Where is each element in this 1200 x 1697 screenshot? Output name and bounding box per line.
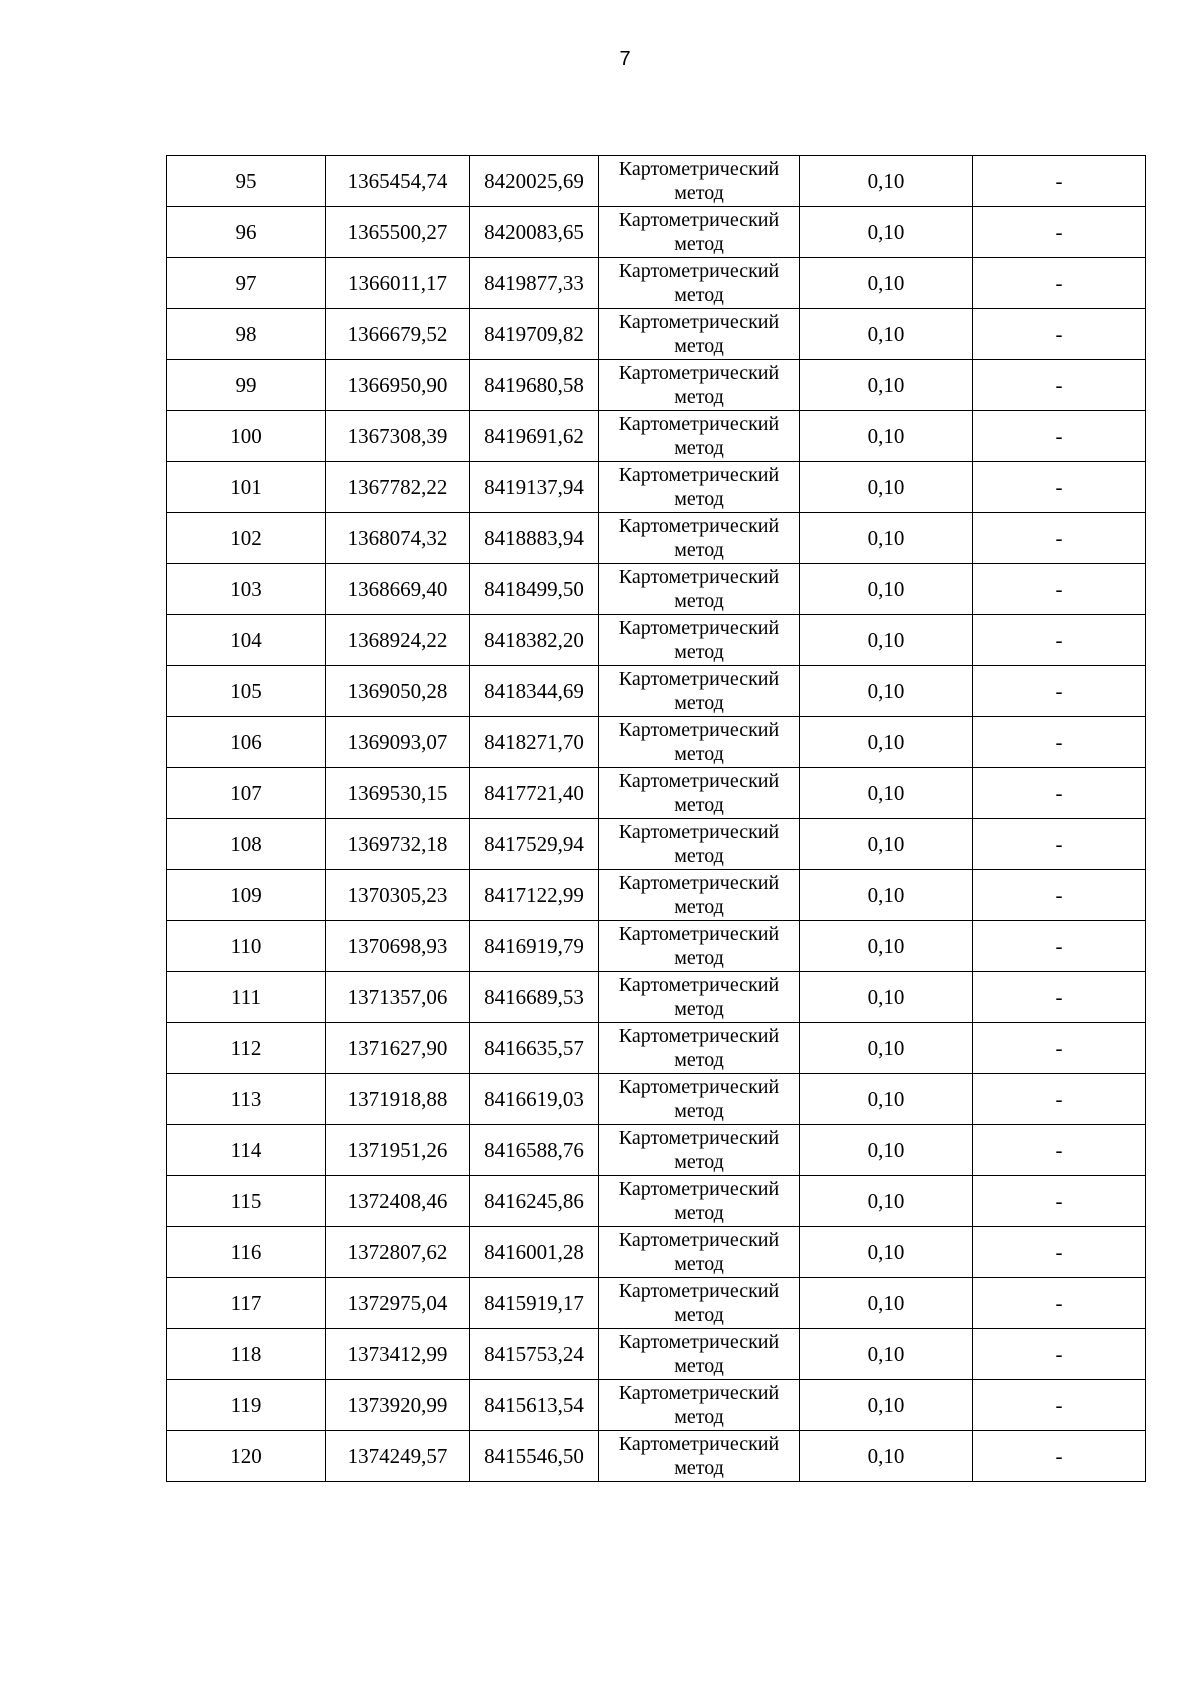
error-cell: 0,10	[800, 462, 973, 513]
y-coordinate-cell: 8417529,94	[470, 819, 599, 870]
x-coordinate-cell: 1374249,57	[326, 1431, 470, 1482]
note-cell: -	[973, 411, 1146, 462]
table-row	[167, 921, 1146, 972]
x-coordinate-cell: 1367308,39	[326, 411, 470, 462]
method-cell	[599, 1278, 800, 1329]
method-cell	[599, 309, 800, 360]
x-coordinate-cell: 1370698,93	[326, 921, 470, 972]
method-cell	[599, 1227, 800, 1278]
y-coordinate-cell: 8418883,94	[470, 513, 599, 564]
note-cell: -	[973, 1380, 1146, 1431]
x-coordinate-cell: 1366679,52	[326, 309, 470, 360]
method-label-line1: Картометрический	[618, 821, 780, 843]
method-label-line1: Картометрический	[618, 719, 780, 741]
method-label-line2: метод	[674, 590, 724, 612]
method-label-line1: Картометрический	[618, 617, 780, 639]
note-cell: -	[973, 870, 1146, 921]
point-number-cell: 97	[167, 258, 326, 309]
table-row	[167, 1176, 1146, 1227]
y-coordinate-cell: 8416001,28	[470, 1227, 599, 1278]
method-label-line1: Картометрический	[618, 260, 780, 282]
y-coordinate-cell: 8416245,86	[470, 1176, 599, 1227]
method-label-line1: Картометрический	[618, 1025, 780, 1047]
note-cell: -	[973, 921, 1146, 972]
error-cell: 0,10	[800, 615, 973, 666]
point-number-cell: 103	[167, 564, 326, 615]
note-cell: -	[973, 666, 1146, 717]
error-cell: 0,10	[800, 513, 973, 564]
method-cell	[599, 717, 800, 768]
error-cell: 0,10	[800, 411, 973, 462]
method-label-line1: Картометрический	[618, 770, 780, 792]
note-cell: -	[973, 360, 1146, 411]
method-cell	[599, 819, 800, 870]
note-cell: -	[973, 1074, 1146, 1125]
method-label-line2: метод	[674, 539, 724, 561]
note-cell: -	[973, 717, 1146, 768]
note-cell: -	[973, 1023, 1146, 1074]
error-cell: 0,10	[800, 258, 973, 309]
point-number-cell: 119	[167, 1380, 326, 1431]
x-coordinate-cell: 1365500,27	[326, 207, 470, 258]
x-coordinate-cell: 1373920,99	[326, 1380, 470, 1431]
error-cell: 0,10	[800, 972, 973, 1023]
note-cell: -	[973, 1227, 1146, 1278]
method-label-line1: Картометрический	[618, 974, 780, 996]
table-row	[167, 1329, 1146, 1380]
table-row	[167, 1227, 1146, 1278]
x-coordinate-cell: 1372975,04	[326, 1278, 470, 1329]
method-cell	[599, 972, 800, 1023]
method-cell	[599, 1125, 800, 1176]
point-number-cell: 112	[167, 1023, 326, 1074]
table-row	[167, 462, 1146, 513]
table-row	[167, 1431, 1146, 1482]
error-cell: 0,10	[800, 921, 973, 972]
x-coordinate-cell: 1366950,90	[326, 360, 470, 411]
y-coordinate-cell: 8416919,79	[470, 921, 599, 972]
y-coordinate-cell: 8416619,03	[470, 1074, 599, 1125]
note-cell: -	[973, 1431, 1146, 1482]
method-label-line2: метод	[674, 437, 724, 459]
method-cell	[599, 360, 800, 411]
y-coordinate-cell: 8416689,53	[470, 972, 599, 1023]
method-label-line1: Картометрический	[618, 158, 780, 180]
y-coordinate-cell: 8419137,94	[470, 462, 599, 513]
method-cell	[599, 666, 800, 717]
note-cell: -	[973, 972, 1146, 1023]
x-coordinate-cell: 1372807,62	[326, 1227, 470, 1278]
table-row	[167, 768, 1146, 819]
method-cell	[599, 1380, 800, 1431]
x-coordinate-cell: 1369732,18	[326, 819, 470, 870]
error-cell: 0,10	[800, 1074, 973, 1125]
method-cell	[599, 615, 800, 666]
method-label-line2: метод	[674, 335, 724, 357]
method-label-line2: метод	[674, 1100, 724, 1122]
note-cell: -	[973, 1329, 1146, 1380]
y-coordinate-cell: 8419877,33	[470, 258, 599, 309]
method-label-line1: Картометрический	[618, 311, 780, 333]
method-label-line2: метод	[674, 233, 724, 255]
table-row	[167, 1125, 1146, 1176]
note-cell: -	[973, 1278, 1146, 1329]
point-number-cell: 108	[167, 819, 326, 870]
table-row	[167, 870, 1146, 921]
method-label-line2: метод	[674, 692, 724, 714]
method-cell	[599, 1329, 800, 1380]
page-number: 7	[619, 48, 631, 70]
method-label-line2: метод	[674, 845, 724, 867]
method-label-line2: метод	[674, 488, 724, 510]
method-label-line1: Картометрический	[618, 1433, 780, 1455]
note-cell: -	[973, 258, 1146, 309]
method-label-line2: метод	[674, 1253, 724, 1275]
coordinates-table-body	[167, 156, 1146, 1482]
y-coordinate-cell: 8419709,82	[470, 309, 599, 360]
note-cell: -	[973, 615, 1146, 666]
y-coordinate-cell: 8416635,57	[470, 1023, 599, 1074]
error-cell: 0,10	[800, 1023, 973, 1074]
method-label-line2: метод	[674, 182, 724, 204]
method-label-line2: метод	[674, 947, 724, 969]
method-label-line1: Картометрический	[618, 872, 780, 894]
method-cell	[599, 1074, 800, 1125]
point-number-cell: 99	[167, 360, 326, 411]
error-cell: 0,10	[800, 360, 973, 411]
error-cell: 0,10	[800, 564, 973, 615]
method-label-line2: метод	[674, 1304, 724, 1326]
point-number-cell: 106	[167, 717, 326, 768]
y-coordinate-cell: 8415753,24	[470, 1329, 599, 1380]
table-row	[167, 309, 1146, 360]
y-coordinate-cell: 8416588,76	[470, 1125, 599, 1176]
method-label-line1: Картометрический	[618, 923, 780, 945]
y-coordinate-cell: 8420025,69	[470, 156, 599, 207]
method-label-line2: метод	[674, 1406, 724, 1428]
method-label-line1: Картометрический	[618, 362, 780, 384]
error-cell: 0,10	[800, 1227, 973, 1278]
table-row	[167, 156, 1146, 207]
method-label-line1: Картометрический	[618, 1229, 780, 1251]
note-cell: -	[973, 513, 1146, 564]
method-label-line2: метод	[674, 386, 724, 408]
table-row	[167, 1380, 1146, 1431]
method-label-line2: метод	[674, 641, 724, 663]
method-cell	[599, 411, 800, 462]
x-coordinate-cell: 1373412,99	[326, 1329, 470, 1380]
x-coordinate-cell: 1370305,23	[326, 870, 470, 921]
error-cell: 0,10	[800, 309, 973, 360]
point-number-cell: 101	[167, 462, 326, 513]
note-cell: -	[973, 207, 1146, 258]
x-coordinate-cell: 1367782,22	[326, 462, 470, 513]
x-coordinate-cell: 1371357,06	[326, 972, 470, 1023]
method-cell	[599, 1023, 800, 1074]
point-number-cell: 96	[167, 207, 326, 258]
x-coordinate-cell: 1371951,26	[326, 1125, 470, 1176]
error-cell: 0,10	[800, 1431, 973, 1482]
error-cell: 0,10	[800, 156, 973, 207]
error-cell: 0,10	[800, 1125, 973, 1176]
method-cell	[599, 1431, 800, 1482]
x-coordinate-cell: 1366011,17	[326, 258, 470, 309]
point-number-cell: 120	[167, 1431, 326, 1482]
x-coordinate-cell: 1365454,74	[326, 156, 470, 207]
method-label-line2: метод	[674, 794, 724, 816]
method-cell	[599, 564, 800, 615]
error-cell: 0,10	[800, 1380, 973, 1431]
point-number-cell: 104	[167, 615, 326, 666]
method-label-line1: Картометрический	[618, 668, 780, 690]
y-coordinate-cell: 8417721,40	[470, 768, 599, 819]
table-row	[167, 258, 1146, 309]
method-label-line2: метод	[674, 998, 724, 1020]
note-cell: -	[973, 819, 1146, 870]
method-label-line1: Картометрический	[618, 413, 780, 435]
point-number-cell: 100	[167, 411, 326, 462]
method-label-line2: метод	[674, 743, 724, 765]
point-number-cell: 95	[167, 156, 326, 207]
y-coordinate-cell: 8419680,58	[470, 360, 599, 411]
x-coordinate-cell: 1371627,90	[326, 1023, 470, 1074]
point-number-cell: 105	[167, 666, 326, 717]
y-coordinate-cell: 8415919,17	[470, 1278, 599, 1329]
note-cell: -	[973, 1125, 1146, 1176]
x-coordinate-cell: 1368074,32	[326, 513, 470, 564]
point-number-cell: 116	[167, 1227, 326, 1278]
table-row	[167, 411, 1146, 462]
method-label-line2: метод	[674, 1049, 724, 1071]
table-row	[167, 1278, 1146, 1329]
method-label-line1: Картометрический	[618, 1076, 780, 1098]
method-cell	[599, 258, 800, 309]
error-cell: 0,10	[800, 1329, 973, 1380]
note-cell: -	[973, 564, 1146, 615]
y-coordinate-cell: 8418382,20	[470, 615, 599, 666]
method-cell	[599, 513, 800, 564]
point-number-cell: 114	[167, 1125, 326, 1176]
method-label-line1: Картометрический	[618, 1331, 780, 1353]
table-row	[167, 615, 1146, 666]
y-coordinate-cell: 8418344,69	[470, 666, 599, 717]
point-number-cell: 98	[167, 309, 326, 360]
table-row	[167, 666, 1146, 717]
note-cell: -	[973, 309, 1146, 360]
error-cell: 0,10	[800, 870, 973, 921]
method-cell	[599, 921, 800, 972]
method-label-line2: метод	[674, 1202, 724, 1224]
x-coordinate-cell: 1369530,15	[326, 768, 470, 819]
method-cell	[599, 207, 800, 258]
error-cell: 0,10	[800, 1176, 973, 1227]
table-row	[167, 513, 1146, 564]
table-row	[167, 207, 1146, 258]
y-coordinate-cell: 8420083,65	[470, 207, 599, 258]
x-coordinate-cell: 1368669,40	[326, 564, 470, 615]
method-cell	[599, 156, 800, 207]
point-number-cell: 117	[167, 1278, 326, 1329]
method-label-line1: Картометрический	[618, 464, 780, 486]
table-row	[167, 1074, 1146, 1125]
method-label-line2: метод	[674, 896, 724, 918]
x-coordinate-cell: 1371918,88	[326, 1074, 470, 1125]
method-cell	[599, 1176, 800, 1227]
method-label-line1: Картометрический	[618, 515, 780, 537]
method-label-line1: Картометрический	[618, 1280, 780, 1302]
method-label-line2: метод	[674, 1151, 724, 1173]
y-coordinate-cell: 8417122,99	[470, 870, 599, 921]
note-cell: -	[973, 156, 1146, 207]
table-row	[167, 360, 1146, 411]
method-label-line1: Картометрический	[618, 1382, 780, 1404]
method-label-line1: Картометрический	[618, 1127, 780, 1149]
method-cell	[599, 768, 800, 819]
method-label-line1: Картометрический	[618, 209, 780, 231]
error-cell: 0,10	[800, 207, 973, 258]
x-coordinate-cell: 1369093,07	[326, 717, 470, 768]
point-number-cell: 109	[167, 870, 326, 921]
method-label-line2: метод	[674, 1457, 724, 1479]
table-row	[167, 717, 1146, 768]
x-coordinate-cell: 1372408,46	[326, 1176, 470, 1227]
y-coordinate-cell: 8418271,70	[470, 717, 599, 768]
table-row	[167, 819, 1146, 870]
table-row	[167, 564, 1146, 615]
point-number-cell: 113	[167, 1074, 326, 1125]
y-coordinate-cell: 8415613,54	[470, 1380, 599, 1431]
x-coordinate-cell: 1368924,22	[326, 615, 470, 666]
error-cell: 0,10	[800, 819, 973, 870]
error-cell: 0,10	[800, 768, 973, 819]
y-coordinate-cell: 8418499,50	[470, 564, 599, 615]
table-row	[167, 972, 1146, 1023]
method-label-line2: метод	[674, 1355, 724, 1377]
point-number-cell: 118	[167, 1329, 326, 1380]
point-number-cell: 111	[167, 972, 326, 1023]
error-cell: 0,10	[800, 717, 973, 768]
point-number-cell: 110	[167, 921, 326, 972]
point-number-cell: 102	[167, 513, 326, 564]
x-coordinate-cell: 1369050,28	[326, 666, 470, 717]
note-cell: -	[973, 462, 1146, 513]
y-coordinate-cell: 8419691,62	[470, 411, 599, 462]
table-row	[167, 1023, 1146, 1074]
method-label-line2: метод	[674, 284, 724, 306]
point-number-cell: 115	[167, 1176, 326, 1227]
method-label-line1: Картометрический	[618, 566, 780, 588]
method-label-line1: Картометрический	[618, 1178, 780, 1200]
method-cell	[599, 870, 800, 921]
method-cell	[599, 462, 800, 513]
point-number-cell: 107	[167, 768, 326, 819]
note-cell: -	[973, 768, 1146, 819]
note-cell: -	[973, 1176, 1146, 1227]
y-coordinate-cell: 8415546,50	[470, 1431, 599, 1482]
coordinates-table	[166, 155, 1146, 1482]
error-cell: 0,10	[800, 1278, 973, 1329]
error-cell: 0,10	[800, 666, 973, 717]
